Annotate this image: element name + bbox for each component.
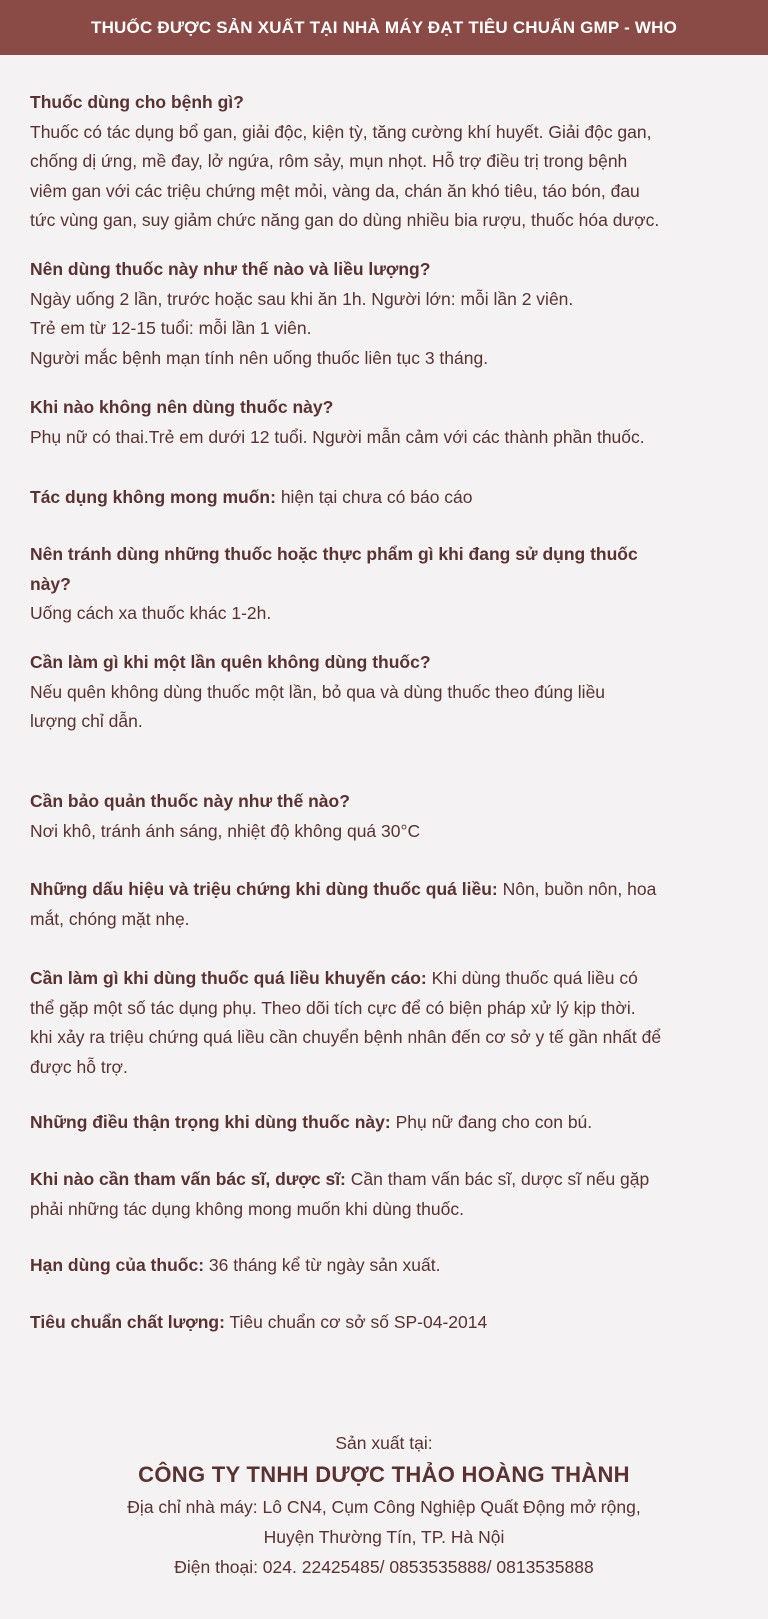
manufacturer-footer [0,1428,768,1582]
section-line: tức vùng gan, suy giảm chức năng gan do dùng nhiều bia rượu, thuốc hóa dược. [30,210,660,231]
section-heading: Nên tránh dùng những thuốc hoặc thực phẩm gì khi đang sử dụng thuốc [30,544,638,564]
section-contraindications [30,393,742,452]
section-line: Trẻ em từ 12-15 tuổi: mỗi lần 1 viên. [30,318,312,339]
section-shelf-life [30,1251,742,1281]
section-heading: Khi nào cần tham vấn bác sĩ, dược sĩ: [30,1169,346,1189]
factory-address: Địa chỉ nhà máy: Lô CN4, Cụm Công Nghiệp Quất Động mở rộng, [127,1497,641,1517]
phone-numbers: Điện thoại: 024. 22425485/ 0853535888/ 0813535888 [174,1557,594,1577]
section-precautions [30,1108,742,1138]
section-line: phải những tác dụng không mong muốn khi dùng thuốc. [30,1198,464,1219]
section-line: thể gặp một số tác dụng phụ. Theo dõi tích cực để có biện pháp xử lý kịp thời. [30,997,636,1018]
made-at-label: Sản xuất tại: [335,1433,433,1453]
section-heading: Những dấu hiệu và triệu chứng khi dùng thuốc quá liều: [30,879,498,899]
section-quality-standard [30,1308,742,1338]
section-text: 36 tháng kể từ ngày sản xuất. [204,1255,441,1275]
section-overdose-signs [30,875,742,934]
section-missed-dose [30,648,742,737]
section-heading: Khi nào không nên dùng thuốc này? [30,397,334,417]
section-heading: Cần làm gì khi dùng thuốc quá liều khuyến cáo: [30,968,427,988]
section-line: Ngày uống 2 lần, trước hoặc sau khi ăn 1h. Người lớn: mỗi lần 2 viên. [30,288,574,309]
section-heading: này? [30,573,71,594]
section-indications [30,88,742,236]
section-text: Phụ nữ đang cho con bú. [390,1112,593,1132]
factory-address-city: Huyện Thường Tín, TP. Hà Nội [263,1527,505,1547]
gmp-banner: THUỐC ĐƯỢC SẢN XUẤT TẠI NHÀ MÁY ĐẠT TIÊU CHUẨN GMP - WHO [0,0,768,55]
section-line: lượng chỉ dẫn. [30,711,143,732]
section-line: Nếu quên không dùng thuốc một lần, bỏ qua và dùng thuốc theo đúng liều [30,681,606,702]
section-line: được hỗ trợ. [30,1056,128,1077]
section-overdose-action [30,964,742,1082]
section-side-effects [30,483,742,513]
section-avoid [30,540,742,629]
company-name: CÔNG TY TNHH DƯỢC THẢO HOÀNG THÀNH [138,1462,630,1487]
section-heading: Cần bảo quản thuốc này như thế nào? [30,791,350,811]
section-line: chống dị ứng, mề đay, lở ngứa, rôm sảy, mụn nhọt. Hỗ trợ điều trị trong bệnh [30,151,628,172]
section-heading: Cần làm gì khi một lần quên không dùng thuốc? [30,652,431,672]
section-heading: Hạn dùng của thuốc: [30,1255,205,1275]
section-line: mắt, chóng mặt nhẹ. [30,908,190,929]
section-line: Phụ nữ có thai.Trẻ em dưới 12 tuổi. Người mẫn cảm với các thành phần thuốc. [30,426,645,447]
section-dosage [30,255,742,373]
section-text: hiện tại chưa có báo cáo [275,487,473,507]
section-text: Nôn, buồn nôn, hoa [497,879,657,899]
section-storage [30,787,742,846]
section-heading: Nên dùng thuốc này như thế nào và liều lượng? [30,259,431,279]
section-line: Người mắc bệnh mạn tính nên uống thuốc liên tục 3 tháng. [30,347,489,368]
section-line: Nơi khô, tránh ánh sáng, nhiệt độ không quá 30°C [30,820,421,841]
section-heading: Tác dụng không mong muốn: [30,487,276,507]
section-line: khi xảy ra triệu chứng quá liều cần chuyển bệnh nhân đến cơ sở y tế gần nhất để [30,1027,662,1048]
section-heading: Tiêu chuẩn chất lượng: [30,1312,225,1332]
section-text: Khi dùng thuốc quá liều có [426,968,638,988]
section-heading: Những điều thận trọng khi dùng thuốc này: [30,1112,391,1132]
section-line: viêm gan với các triệu chứng mệt mỏi, vàng da, chán ăn khó tiêu, táo bón, đau [30,180,640,201]
section-line: Thuốc có tác dụng bổ gan, giải độc, kiện tỳ, tăng cường khí huyết. Giải độc gan, [30,121,652,142]
section-line: Uống cách xa thuốc khác 1-2h. [30,603,272,624]
section-consult [30,1165,742,1224]
section-heading: Thuốc dùng cho bệnh gì? [30,92,244,112]
section-text: Tiêu chuẩn cơ sở số SP-04-2014 [224,1312,488,1332]
section-text: Cần tham vấn bác sĩ, dược sĩ nếu gặp [345,1169,650,1189]
